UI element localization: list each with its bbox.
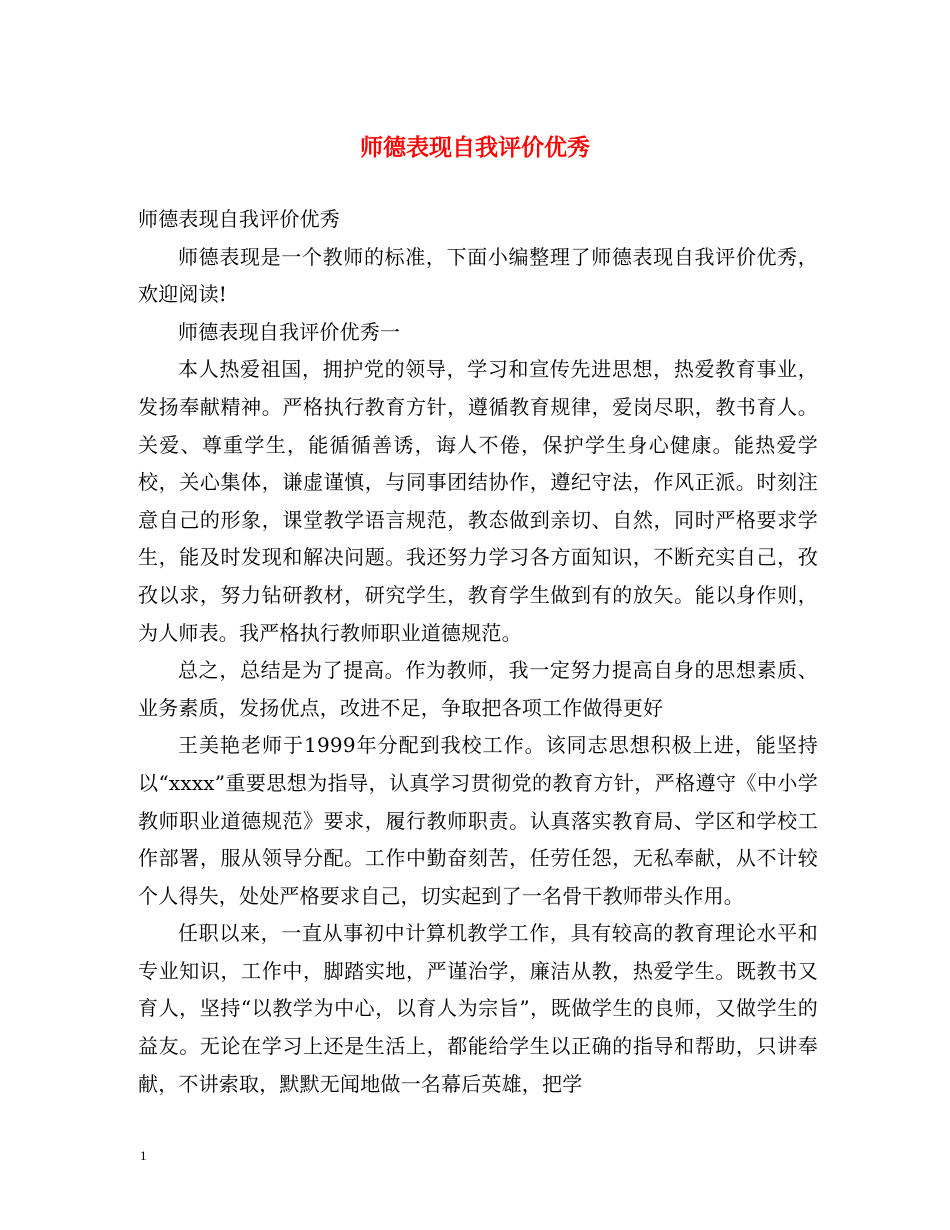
document-title: 师德表现自我评价优秀 xyxy=(360,134,590,161)
document-body xyxy=(138,201,818,1103)
paragraph: 任职以来，一直从事初中计算机教学工作，具有较高的教育理论水平和专业知识，工作中，脚踏实地，严谨治学，廉洁从教，热爱学生。既教书又育人，坚持“以教学为中心，以育人为宗旨”，既做学生的良师，又做学生的益友。无论在学习上还是生活上，都能给学生以正确的指导和帮助，只讲奉献，不讲索取，默默无闻地做一名幕后英雄，把学 xyxy=(138,921,818,1096)
paragraph: 王美艳老师于1999年分配到我校工作。该同志思想积极上进，能坚持以“xxxx”重要思想为指导，认真学习贯彻党的教育方针，严格遵守《中小学教师职业道德规范》要求，履行教师职责。认真落实教育局、学区和学校工作部署，服从领导分配。工作中勤奋刻苦，任劳任怨，无私奉献，从不计较个人得失，处处严格要求自己，切实起到了一名骨干教师带头作用。 xyxy=(138,733,818,908)
paragraph: 师德表现自我评价优秀一 xyxy=(178,319,401,344)
paragraph: 本人热爱祖国，拥护党的领导，学习和宣传先进思想，热爱教育事业，发扬奉献精神。严格执行教育方针，遵循教育规律，爱岗尽职，教书育人。关爱、尊重学生，能循循善诱，诲人不倦，保护学生身心健康。能热爱学校，关心集体，谦虚谨慎，与同事团结协作，遵纪守法，作风正派。时刻注意自己的形象，课堂教学语言规范，教态做到亲切、自然，同时严格要求学生，能及时发现和解决问题。我还努力学习各方面知识，不断充实自己，孜孜以求，努力钻研教材，研究学生，教育学生做到有的放矢。能以身作则，为人师表。我严格执行教师职业道德规范。 xyxy=(138,357,818,645)
document-subtitle: 师德表现自我评价优秀 xyxy=(138,207,340,231)
paragraph: 师德表现是一个教师的标准，下面小编整理了师德表现自我评价优秀，欢迎阅读! xyxy=(138,244,818,307)
paragraph: 总之，总结是为了提高。作为教师，我一定努力提高自身的思想素质、业务素质，发扬优点，改进不足，争取把各项工作做得更好 xyxy=(138,658,818,720)
page-number: 1 xyxy=(140,1148,147,1163)
